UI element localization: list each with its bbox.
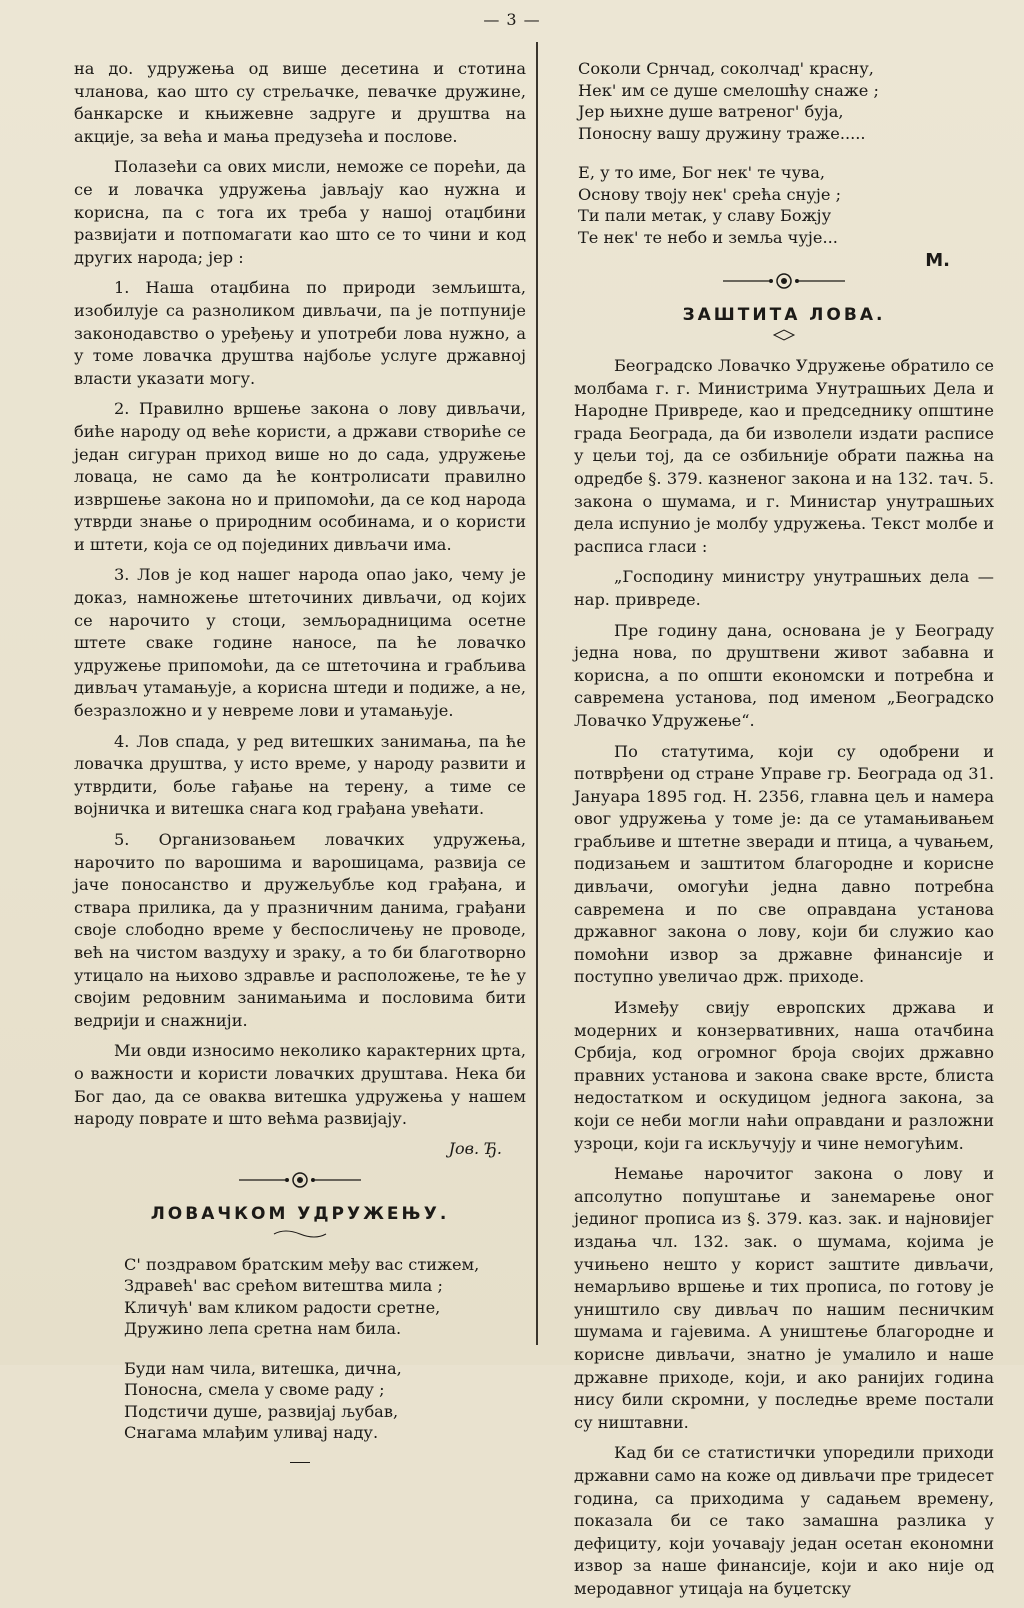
poem-line: Те нек' те небо и земља чује...: [578, 227, 838, 247]
small-ornament-icon: [270, 1228, 330, 1240]
poem-line: Снагама млађим уливај наду.: [124, 1423, 379, 1443]
poem-line: Поносна, смела у своме раду ;: [124, 1380, 385, 1400]
poem-stanza: [124, 1254, 526, 1340]
paragraph: Кад би се статистички упоредили приходи државни само на коже од дивљачи пре тридесет година, са приходима у садањем времену, показала би се тако замашна разлика у дефициту, који уочавају један осетан економни извор за наше финансије, који и ако није од меродавног утицаја на буџетску: [574, 1443, 994, 1598]
small-ornament-icon: [754, 329, 814, 341]
paragraph: на до. удружења од више десетина и стотина чланова, као што су стрељачке, певачке дружине, банкарске и књижевне задруге и друштва на акције, за већа и мања предузећа и послове.: [74, 59, 526, 146]
paragraph: Немање нарочитог закона о лову и апсолутно попуштање и занемарење оног јединог прописа из §. 379. каз. зак. и најновијег издања чл. 132. зак. о шумама, којима је учињено нешто у корист заштите дивљачи, немарљиво вршење и тих прописа, по готову је уништило сву дивљач по нашим песничким шумама и гајевима. А уништење благородне и корисне дивљачи, знатно је умалило и наше државне приходе, који, и ако ранијих година нису били скромни, у последње време постали су ништавни.: [574, 1164, 994, 1432]
poem-line: Јер њихне душе ватреног' буја,: [578, 102, 844, 121]
paragraph: Београдско Ловачко Удружење обратило се молбама г. г. Министрима Унутрашњих Дела и Народне Привреде, као и председнику општине града Београда, да би изволели издати расписе у цељи тој, да се озбиљније обрати пажња на одредбе §. 379. казненог закона и на 132. тач. 5. закона о шумама, и г. Министар унутрашњих дела испунио је молбу удружења. Текст молбе и расписа гласи :: [574, 356, 994, 556]
poem-stanza: [578, 58, 994, 144]
poem-line: Е, у то име, Бог нек' те чува,: [578, 163, 826, 182]
paragraph: 1. Наша отаџбина по природи земљишта, изобилује са разноликом дивљачи, па је потпуније законодавство о уређењу и употреби лова нужно, а у томе ловачка друштва најбоље услуге државној власти указати могу.: [74, 278, 526, 388]
paragraph: Полазећи са ових мисли, неможе се порећи, да се и ловачка удружења јављају као нужна и корисна, па с тога их треба у нашој отаџбини развијати и потпомагати као што се то чини и код других народа; јер :: [74, 157, 526, 267]
end-rule: [290, 1462, 310, 1463]
poem-line: Подстичи душе, развијај љубав,: [124, 1401, 399, 1421]
paragraph: Ми овди износимо неколико карактерних црта, о важности и користи ловачких друштава. Нека би Бог дао, да се оваква витешка удружења у нашем народу поврате и што већма развијају.: [74, 1041, 526, 1129]
paragraph: Пре годину дана, основана је у Београду једна нова, по друштвени живот забавна и корисна, а по општи економски и потребна и савремена установа, под именом „Београдско Ловачко Удружење“.: [574, 620, 994, 730]
ornament-divider-icon: [235, 1170, 365, 1190]
ornament-divider-icon: [719, 271, 849, 291]
poem-line: Дружино лепа сретна нам била.: [124, 1319, 402, 1339]
paragraph: 5. Организовањем ловачких удружења, нарочито по варошима и варошицама, развија се јаче поносанство и дружељубље код грађана, и ствара прилика, да у празничним данима, грађани своје слободно време у беспосличењу не проводе, већ на чистом ваздуху и зраку, а то би благотворно утицало на њихово здравље и расположење, те ће у својим редовним занимањима и пословима бити ведрији и снажнији.: [74, 830, 526, 1030]
page-number: — 3 —: [483, 10, 541, 29]
poem-line: Кличућ' вам кликом радости сретне,: [124, 1297, 441, 1317]
poem-line: Буди нам чила, витешка, дична,: [124, 1358, 402, 1378]
paragraph: По статутима, који су одобрени и потврђени од стране Управе гр. Београда од 31. Јануара 1895 год. Н. 2356, главна цељ и намера овог удружења у томе је: да се утамањивањем грабљиве и штетне зверади и птица, а чувањем, подизањем и заштитом благородне и корисне дивљачи, омогући једна давно потребна савремена и по све оправдана установа државног закона о лову, који би служио као помоћни извор за државне финансије и поступно увеличао држ. приходе.: [574, 741, 994, 987]
poem-line: С' поздравом братским међу вас стижем,: [124, 1254, 480, 1274]
column-divider: [536, 42, 538, 1345]
paragraph: „Господину министру унутрашњих дела — нар. привреде.: [574, 567, 994, 609]
paragraph: 4. Лов спада, у ред витешких занимања, па ће ловачка друштва, у исто време, у народу развити и утврдити, боље гађање на терену, а тиме се војничка и витешка снага код грађана увећати.: [74, 731, 526, 819]
right-column: [574, 58, 994, 1608]
paragraph: Између свију европских држава и модерних и конзервативних, наша отачбина Србија, код огромног броја својих државно правних установа и закона сваке врсте, блиста недостатком и оскудицом једнога закона, за који се неби могли наћи оправдани и разложни узроци, који га искључују и чине немогућим.: [574, 998, 994, 1153]
left-column: [74, 58, 526, 1463]
poem-stanza: [578, 162, 994, 248]
poem-line: Здравећ' вас срећом витештва мила ;: [124, 1276, 443, 1296]
paragraph: 3. Лов је код нашег народа опао јако, чему је доказ, намножење штеточиних дивљачи, од којих се нарочито у стоци, земљорадницима осетне штете сваке године наносе, па ће ловачко удружење припомоћи, да се штеточина и грабљива дивљач утамањује, а корисна штеди и подиже, а не, безразложно и у невреме лови и утамањује.: [74, 565, 526, 721]
poem-stanza: [124, 1358, 526, 1444]
poem-line: Ти пали метак, у славу Божју: [578, 206, 832, 225]
paragraph: 2. Правилно вршење закона о лову дивљачи, биће народу од веће користи, а држави створиће се један сигуран приход више но до сада, удружење ловаца, не само да ће контролисати правилно извршење закона но и припомоћи, да се код народа утврди знање о природним особинама, и о користи и штети, која се од појединих дивљачи има.: [74, 399, 526, 554]
author-signature: Јов. Ђ.: [448, 1138, 502, 1158]
poem-signature: М.: [925, 250, 950, 271]
poem-line: Соколи Срнчад, соколчад' красну,: [578, 59, 874, 78]
poem-line: Нек' им се душе смелошћу снаже ;: [578, 80, 879, 100]
article-title: ЗАШТИТА ЛОВА.: [682, 305, 886, 325]
poem-title: ЛОВАЧКОМ УДРУЖЕЊУ.: [150, 1203, 450, 1224]
poem-line: Поносну вашу дружину траже.....: [578, 123, 866, 143]
poem-line: Основу твоју нек' срећа снује ;: [578, 184, 842, 204]
